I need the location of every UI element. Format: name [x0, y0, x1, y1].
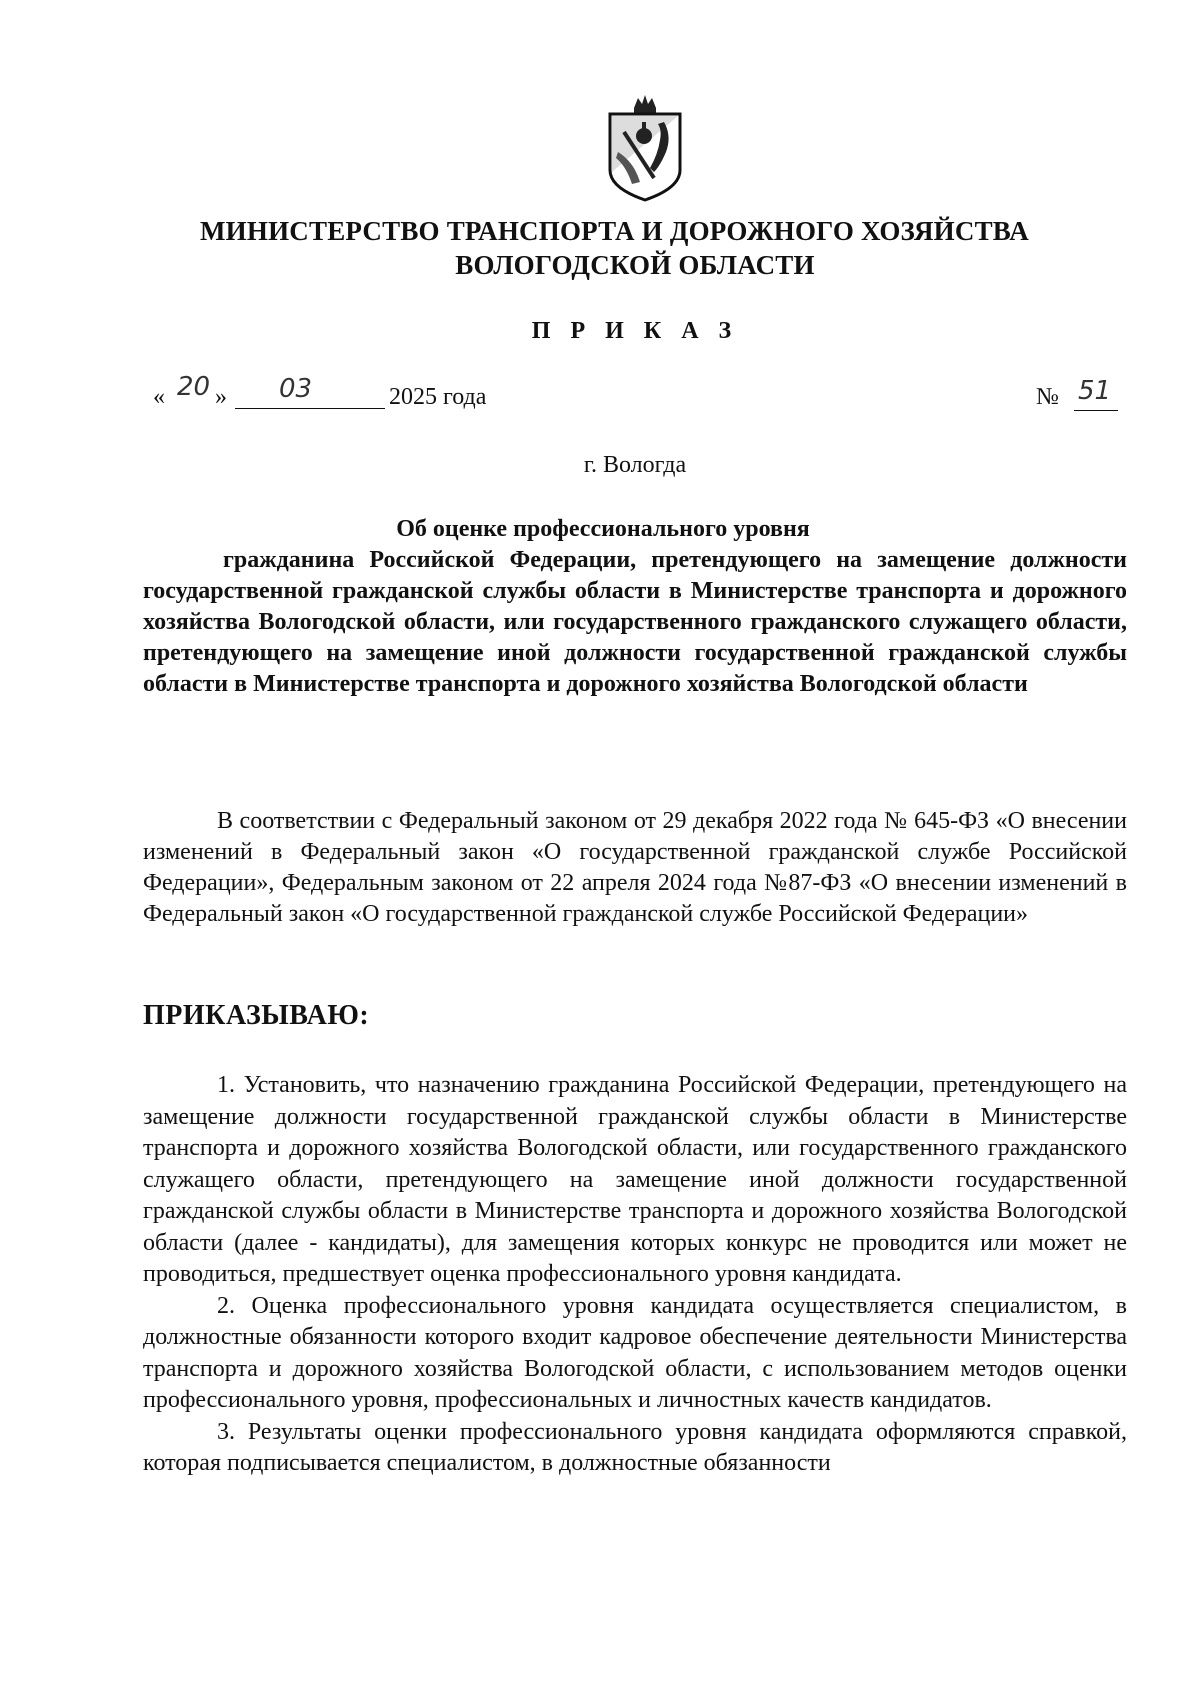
ministry-name-line-2: ВОЛОГОДСКОЙ ОБЛАСТИ: [455, 250, 815, 280]
date-close-quote: »: [215, 384, 227, 410]
date-day-handwritten: 20: [177, 372, 211, 402]
order-directive-heading: ПРИКАЗЫВАЮ:: [143, 1000, 370, 1031]
order-title: П Р И К А З: [531, 318, 739, 344]
order-number-handwritten: 51: [1078, 376, 1112, 406]
date-year: 2025 года: [389, 384, 487, 410]
order-item-1: 1. Установить, что назначению гражданина Российской Федерации, претендующего на замещение должности государственной гражданской службы области в Министерстве транспорта и дорожного хозяйства Вологодской области, или государственного гражданского служащего области, претендующего на замещение иной должности государственной гражданской службы области в Министерстве транспорта и дорожного хозяйства Вологодской области (далее - кандидаты), для замещения которых конкурс не проводится или может не проводиться, предшествует оценка профессионального уровня кандидата.: [143, 1072, 1127, 1287]
order-subject: [143, 514, 1127, 700]
order-items: [143, 1070, 1127, 1480]
date-month-handwritten: 03: [279, 374, 313, 404]
date-open-quote: «: [153, 384, 165, 410]
vologda-coat-of-arms-icon: [604, 92, 686, 204]
order-subject-line-1: Об оценке профессионального уровня: [396, 516, 810, 542]
order-number-label: №: [1036, 384, 1059, 410]
city: г. Вологда: [583, 452, 687, 478]
order-number-underline: [1074, 410, 1118, 411]
date-month-underline: [235, 408, 385, 409]
preamble-paragraph: В соответствии с Федеральный законом от 29 декабря 2022 года № 645-ФЗ «О внесении изменений в Федеральный закон «О государственной гражданской службе Российской Федерации», Федеральным законом от 22 апреля 2024 года №87-ФЗ «О внесении изменений в Федеральный закон «О государственной гражданской службе Российской Федерации»: [143, 808, 1127, 927]
order-item-2: 2. Оценка профессионального уровня кандидата осуществляется специалистом, в должностные обязанности которого входит кадровое обеспечение деятельности Министерства транспорта и дорожного хозяйства Вологодской области, с использованием методов оценки профессионального уровня, профессиональных и личностных качеств кандидатов.: [143, 1292, 1127, 1413]
order-item-3: 3. Результаты оценки профессионального уровня кандидата оформляются справкой, которая подписывается специалистом, в должностные обязанности: [143, 1418, 1127, 1476]
order-subject-body: гражданина Российской Федерации, претендующего на замещение должности государственной гражданской службы области в Министерстве транспорта и дорожного хозяйства Вологодской области, или государственного гражданского служащего области, претендующего на замещение иной должности государственной гражданской службы области в Министерстве транспорта и дорожного хозяйства Вологодской области: [143, 547, 1127, 697]
ministry-name-line-1: МИНИСТЕРСТВО ТРАНСПОРТА И ДОРОЖНОГО ХОЗЯЙСТВА: [200, 216, 1029, 246]
